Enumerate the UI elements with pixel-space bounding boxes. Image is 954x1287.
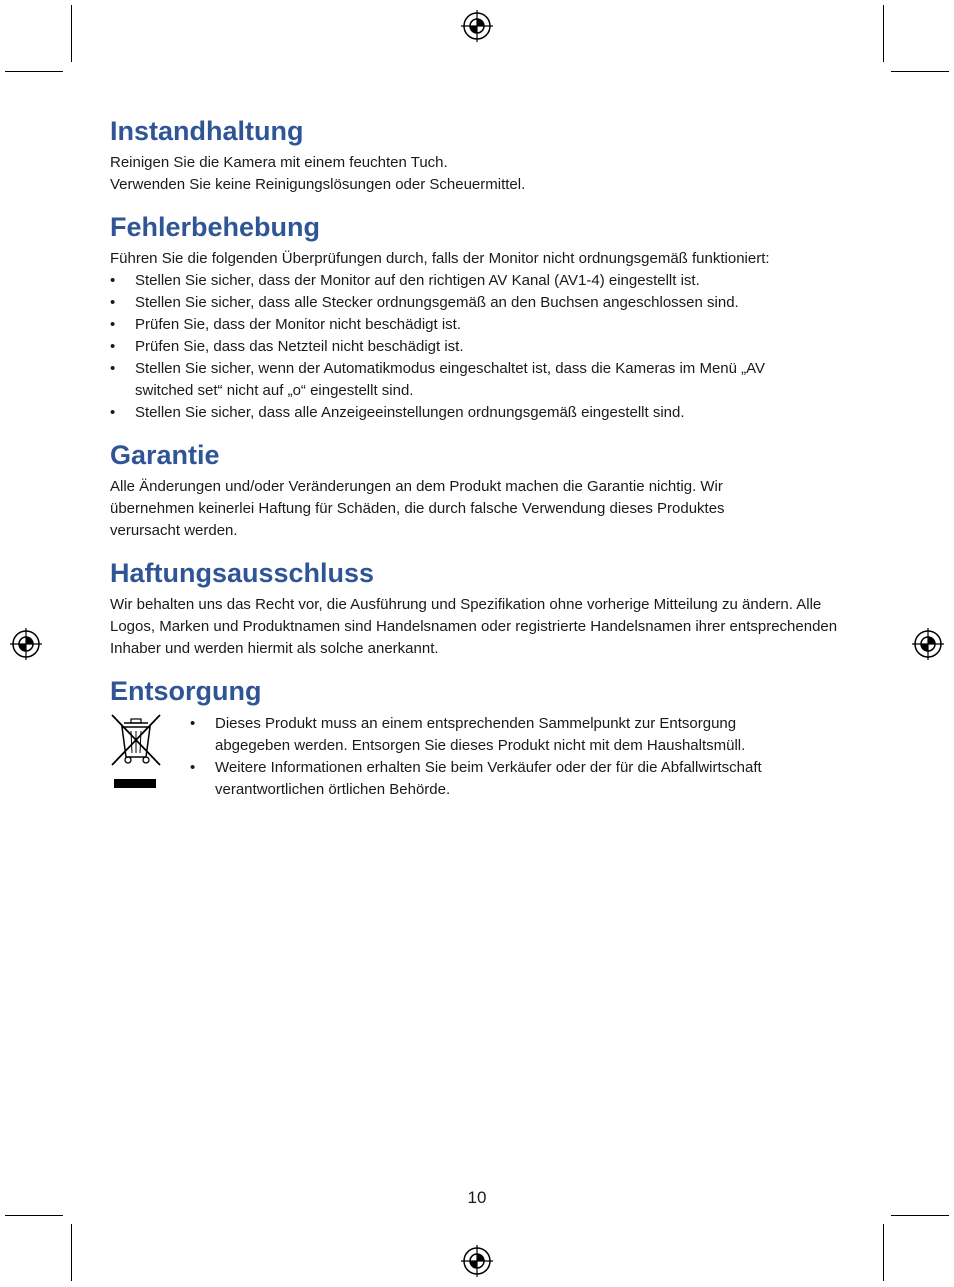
weee-symbol — [110, 713, 190, 801]
list-item: • Stellen Sie sicher, dass der Monitor auf den richtigen AV Kanal (AV1-4) eingestellt ist. — [110, 270, 870, 292]
registration-mark-icon — [460, 1244, 494, 1278]
list-item: • Dieses Produkt muss an einem entsprechenden Sammelpunkt zur Entsorgung abgegeben werden. Entsorgen Sie dieses Produkt nicht mit dem Haushaltsmüll. — [190, 713, 810, 757]
section-maintenance — [110, 112, 870, 196]
disposal-list — [190, 713, 810, 801]
list-item: • Stellen Sie sicher, dass alle Stecker ordnungsgemäß an den Buchsen angeschlossen sind. — [110, 292, 870, 314]
crop-mark — [71, 1224, 72, 1281]
crop-mark — [883, 5, 884, 62]
registration-mark-icon — [460, 9, 494, 43]
section-heading: Instandhaltung — [110, 116, 304, 146]
list-item: • Stellen Sie sicher, wenn der Automatikmodus eingeschaltet ist, dass die Kameras im Menü „AV switched set“ nicht auf „o“ eingestellt sind. — [110, 358, 825, 402]
list-item: • Prüfen Sie, dass das Netzteil nicht beschädigt ist. — [110, 336, 870, 358]
page-content — [110, 112, 870, 813]
disposal-block — [110, 713, 870, 801]
section-heading: Entsorgung — [110, 676, 262, 706]
paragraph: Alle Änderungen und/oder Veränderungen an dem Produkt machen die Garantie nichtig. Wir übernehmen keinerlei Haftung für Schäden, die durch falsche Verwendung dieses Produktes verursacht werden. — [110, 478, 725, 539]
crop-mark — [891, 71, 949, 72]
section-heading: Haftungsausschluss — [110, 558, 375, 588]
section-heading: Fehlerbehebung — [110, 212, 321, 242]
crop-mark — [71, 5, 72, 62]
crop-mark — [891, 1215, 949, 1216]
list-item: • Weitere Informationen erhalten Sie beim Verkäufer oder der für die Abfallwirtschaft verantwortlichen örtlichen Behörde. — [190, 757, 810, 801]
troubleshooting-list — [110, 270, 870, 424]
section-disclaimer — [110, 554, 870, 660]
paragraph: Verwenden Sie keine Reinigungslösungen oder Scheuermittel. — [110, 176, 526, 193]
section-warranty — [110, 436, 870, 542]
section-disposal — [110, 672, 870, 801]
paragraph: Wir behalten uns das Recht vor, die Ausführung und Spezifikation ohne vorherige Mitteilung zu ändern. Alle Logos, Marken und Produktnamen sind Handelsnamen oder registrierte Handelsnamen ihrer entsprechenden Inhaber und werden hiermit als solche anerkannt. — [110, 596, 838, 657]
crop-mark — [5, 71, 63, 72]
list-item: • Prüfen Sie, dass der Monitor nicht beschädigt ist. — [110, 314, 870, 336]
crop-mark — [5, 1215, 63, 1216]
list-item: • Stellen Sie sicher, dass alle Anzeigeeinstellungen ordnungsgemäß eingestellt sind. — [110, 402, 870, 424]
registration-mark-icon — [911, 627, 945, 661]
section-troubleshooting — [110, 208, 870, 424]
crossed-out-wheelie-bin-icon — [110, 713, 162, 789]
registration-mark-icon — [9, 627, 43, 661]
paragraph: Führen Sie die folgenden Überprüfungen durch, falls der Monitor nicht ordnungsgemäß funktioniert: — [110, 250, 770, 267]
page-number: 10 — [467, 1188, 487, 1207]
section-heading: Garantie — [110, 440, 220, 470]
paragraph: Reinigen Sie die Kamera mit einem feuchten Tuch. — [110, 154, 448, 171]
crop-mark — [883, 1224, 884, 1281]
